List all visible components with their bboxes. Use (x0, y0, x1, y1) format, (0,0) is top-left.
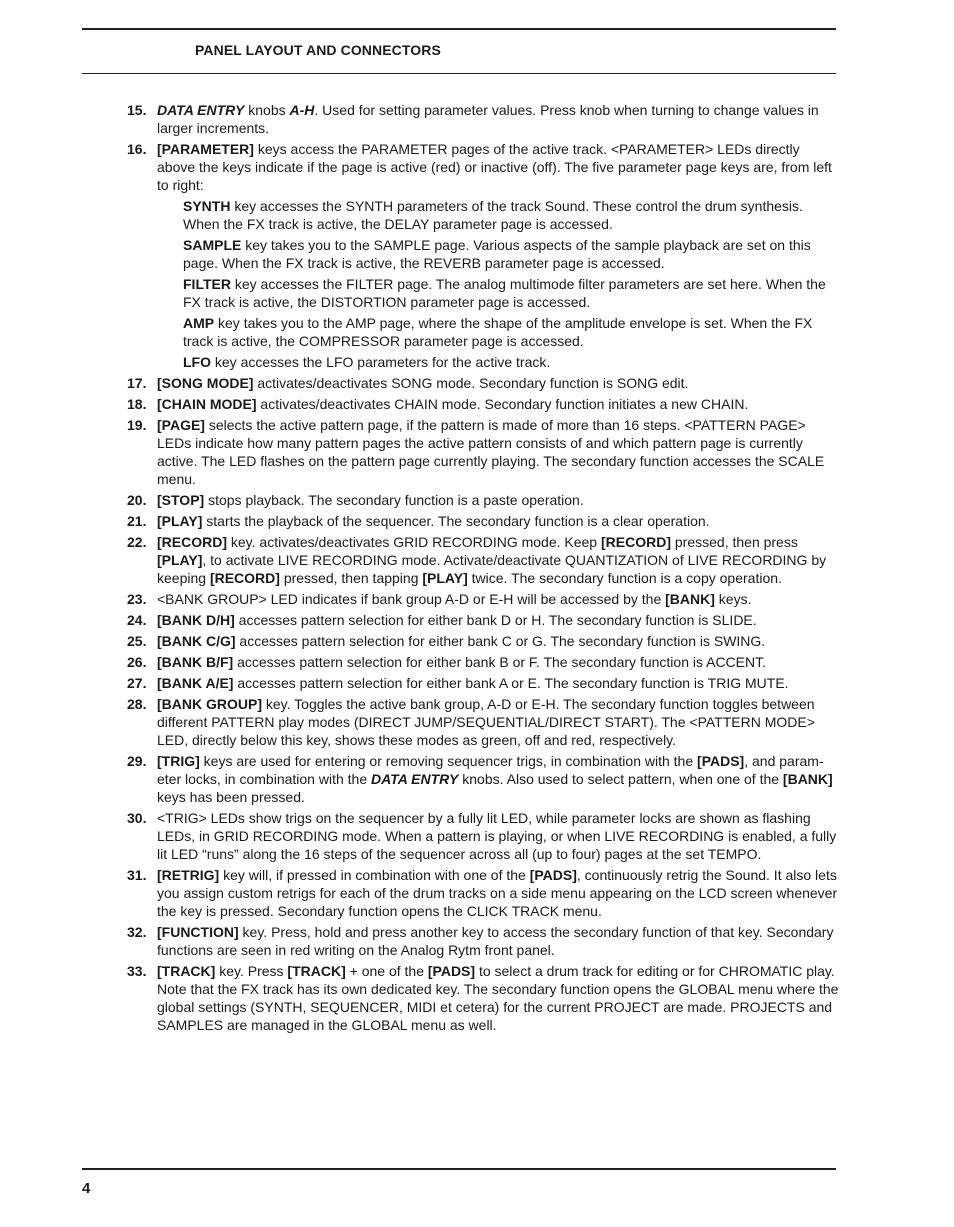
text-run: key takes you to the SAMPLE page. Various aspects of the sample playback are set on this page. When the FX track is active, the REVERB parameter page is accessed. (183, 237, 811, 271)
item-number: 28. (127, 696, 147, 712)
numbered-list (127, 101, 839, 1037)
text-run: <BANK GROUP> LED indicates if bank group A-D or E-H will be accessed by the (157, 591, 666, 607)
key-label: [CHAIN MODE] (157, 396, 257, 412)
text-run: key. activates/deactivates GRID RECORDING mode. Keep (227, 534, 601, 550)
list-item (127, 533, 839, 587)
key-label: [PARAMETER] (157, 141, 254, 157)
text-run: pressed, then press (671, 534, 798, 550)
key-label: [STOP] (157, 492, 205, 508)
item-text (157, 923, 839, 959)
item-number: 31. (127, 867, 147, 883)
key-label: [TRACK] (287, 963, 346, 979)
key-label: [BANK GROUP] (157, 696, 262, 712)
text-run: keys are used for entering or removing sequencer trigs, in combination with the (199, 753, 698, 769)
text-run: accesses pattern selection for either bank A or E. The secondary function is TRIG MUTE. (233, 675, 789, 691)
text-run: activates/deactivates CHAIN mode. Secondary function initiates a new CHAIN. (256, 396, 749, 412)
header-rule (82, 73, 836, 74)
key-label: [BANK] (665, 591, 715, 607)
item-text (157, 512, 839, 530)
list-item (127, 632, 839, 650)
key-label: [BANK D/H] (157, 612, 235, 628)
item-text (157, 416, 839, 488)
text-run: <TRIG> LEDs show trigs on the sequencer by a fully lit LED, while parameter locks are shown as flashing LEDs, in GRID RECORDING mode. When a pattern is playing, or when LIVE RECORDING is enabled, a fully lit LED “runs” along the 16 steps of the sequencer across all (up to four) pages at the set TEMPO. (157, 810, 837, 862)
key-label: [FUNCTION] (157, 924, 239, 940)
sub-item (183, 275, 839, 311)
item-number: 23. (127, 591, 147, 607)
text-run: starts the playback of the sequencer. The secondary function is a clear operation. (202, 513, 710, 529)
list-item (127, 752, 839, 806)
text-run: pressed, then tapping (279, 570, 423, 586)
text-run: key takes you to the AMP page, where the shape of the amplitude envelope is set. When the FX track is active, the COMPRESSOR parameter page is accessed. (183, 315, 813, 349)
text-run: key. Press, hold and press another key to access the secondary function of that key. Secondary functions are seen in red writing on the Analog Rytm front panel. (157, 924, 834, 958)
list-item (127, 374, 839, 392)
text-run: selects the active pattern page, if the pattern is made of more than 16 steps. <PATTERN PAGE> LEDs indicate how many pattern pages the active pattern consists of and which pattern page is currently active. The LED flashes on the pattern page currently playing. The secondary function accesses the SCALE menu. (157, 417, 825, 487)
list-item (127, 809, 839, 863)
list-item (127, 674, 839, 692)
text-run: , to activate LIVE RECORDING mode. Activate/deactivate QUANTIZATION of LIVE RECORDING by keeping (157, 552, 827, 586)
text-run: + one of the (345, 963, 428, 979)
list-item (127, 653, 839, 671)
item-number: 20. (127, 492, 147, 508)
text-run: key accesses the SYNTH parameters of the track Sound. These control the drum synthesis. When the FX track is active, the DELAY parameter page is accessed. (183, 198, 803, 232)
text-run: . Used for setting parameter values. Press knob when turning to change values in larger increments. (157, 102, 819, 136)
item-text (157, 590, 839, 608)
item-number: 27. (127, 675, 147, 691)
key-label: DATA ENTRY (157, 102, 245, 118)
item-text (157, 374, 839, 392)
item-text (157, 533, 839, 587)
sub-list (183, 197, 839, 371)
item-number: 19. (127, 417, 147, 433)
key-label: SYNTH (183, 198, 231, 214)
sub-item (183, 197, 839, 233)
key-label: [PADS] (427, 963, 476, 979)
list-item (127, 866, 839, 920)
list-item (127, 140, 839, 194)
text-run: accesses pattern selection for either bank D or H. The secondary function is SLIDE. (234, 612, 757, 628)
footer-rule (82, 1168, 836, 1170)
key-label: [TRIG] (157, 753, 200, 769)
key-label: [SONG MODE] (157, 375, 254, 391)
item-number: 17. (127, 375, 147, 391)
sub-item (183, 236, 839, 272)
text-run: accesses pattern selection for either bank C or G. The secondary function is SWING. (235, 633, 766, 649)
sub-item (183, 314, 839, 350)
item-text (157, 491, 839, 509)
list-item (127, 395, 839, 413)
text-run: key will, if pressed in combination with one of the (219, 867, 530, 883)
item-number: 15. (127, 102, 147, 118)
item-text (157, 140, 839, 194)
text-run: keys. (714, 591, 752, 607)
text-run: key. Toggles the active bank group, A-D or E-H. The secondary function toggles between different PATTERN play modes (DIRECT JUMP/SEQUENTIAL/DIRECT START). The <PATTERN MODE> LED, directly below this key, shows these modes as green, off and red, respectively. (157, 696, 815, 748)
item-number: 26. (127, 654, 147, 670)
key-label: [PADS] (529, 867, 577, 883)
item-number: 33. (127, 963, 147, 979)
item-text (157, 962, 839, 1034)
page-header-title: PANEL LAYOUT AND CONNECTORS (195, 42, 441, 58)
list-item (127, 101, 839, 137)
list-item (127, 611, 839, 629)
item-text (157, 653, 839, 671)
sub-item (183, 353, 839, 371)
text-run: keys access the PARAMETER pages of the active track. <PARAMETER> LEDs directly above the keys indicate if the page is active (red) or inactive (off). The five parameter page keys are, from left to right: (157, 141, 832, 193)
text-run: key accesses the FILTER page. The analog multimode filter parameters are set here. When the FX track is active, the DISTORTION parameter page is accessed. (183, 276, 826, 310)
text-run: , continuously retrig the Sound. It also lets you assign custom retrigs for each of the drum tracks on a side menu appearing on the LCD screen whenever the key is pressed. Secondary function opens the CLICK TRACK menu. (157, 867, 838, 919)
key-label: [PAGE] (157, 417, 205, 433)
list-item (127, 962, 839, 1034)
item-text (157, 632, 839, 650)
item-number: 16. (127, 141, 147, 157)
list-item (127, 590, 839, 608)
page-number: 4 (82, 1180, 91, 1197)
text-run: knobs (244, 102, 290, 118)
text-run: to select a drum track for editing or for CHROMATIC play. Note that the FX track has its own dedicated key. The secondary function opens the GLOBAL menu where the global settings (SYNTH, SEQUENCER, MIDI et cetera) for the current PROJECT are made. PROJECTS and SAMPLES are managed in the GLOBAL menu as well. (157, 963, 839, 1033)
text-run: key accesses the LFO parameters for the active track. (211, 354, 551, 370)
list-item (127, 923, 839, 959)
item-number: 22. (127, 534, 147, 550)
text-run: twice. The secondary function is a copy operation. (467, 570, 782, 586)
key-label: [RECORD] (601, 534, 671, 550)
key-label: [TRACK] (157, 963, 216, 979)
text-run: activates/deactivates SONG mode. Secondary function is SONG edit. (253, 375, 689, 391)
key-label: SAMPLE (183, 237, 242, 253)
list-item (127, 416, 839, 488)
item-text (157, 395, 839, 413)
key-label: DATA ENTRY (371, 771, 459, 787)
key-label: [BANK B/F] (157, 654, 234, 670)
key-label: [BANK A/E] (157, 675, 234, 691)
key-label: AMP (183, 315, 215, 331)
key-label: [PLAY] (157, 513, 203, 529)
key-label: FILTER (183, 276, 231, 292)
item-text (157, 866, 839, 920)
item-text (157, 674, 839, 692)
item-number: 32. (127, 924, 147, 940)
item-number: 18. (127, 396, 147, 412)
item-number: 25. (127, 633, 147, 649)
text-run: knobs. Also used to select pattern, when one of the (458, 771, 783, 787)
top-rule (82, 28, 836, 30)
key-label: [BANK] (782, 771, 833, 787)
text-run: , and parameter locks, in combination with the (157, 753, 824, 787)
item-text (157, 611, 839, 629)
key-label: [RECORD] (157, 534, 227, 550)
item-text (157, 101, 839, 137)
key-label: A-H (289, 102, 315, 118)
list-item (127, 491, 839, 509)
item-number: 24. (127, 612, 147, 628)
text-run: keys has been pressed. (157, 789, 305, 805)
key-label: [PADS] (697, 753, 745, 769)
item-text (157, 809, 839, 863)
list-item (127, 512, 839, 530)
item-text (157, 752, 839, 806)
item-number: 30. (127, 810, 147, 826)
item-number: 21. (127, 513, 147, 529)
list-item (127, 695, 839, 749)
key-label: [RETRIG] (157, 867, 220, 883)
key-label: [RECORD] (209, 570, 280, 586)
key-label: [BANK C/G] (157, 633, 236, 649)
item-number: 29. (127, 753, 147, 769)
key-label: [PLAY] (422, 570, 468, 586)
text-run: stops playback. The secondary function is a paste operation. (204, 492, 584, 508)
item-text (157, 695, 839, 749)
key-label: LFO (183, 354, 211, 370)
text-run: accesses pattern selection for either bank B or F. The secondary function is ACCENT. (233, 654, 766, 670)
key-label: [PLAY] (157, 552, 203, 568)
text-run: key. Press (215, 963, 288, 979)
